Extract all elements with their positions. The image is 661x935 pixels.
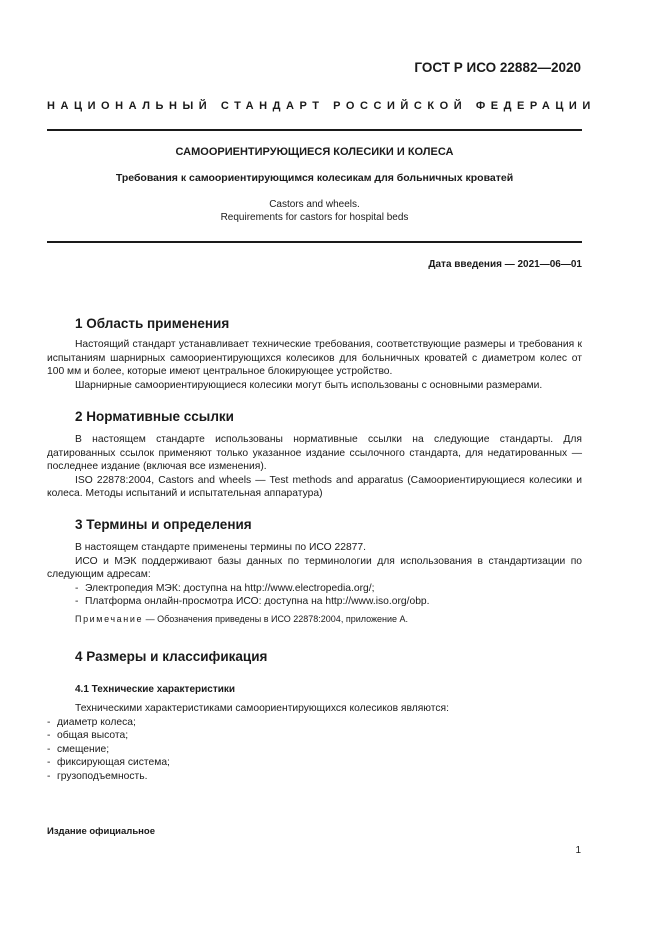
list-item: - диаметр колеса; (47, 716, 136, 728)
title-divider (47, 241, 582, 243)
section-2-body (47, 433, 582, 501)
subsection-4-1-heading: 4.1 Технические характеристики (75, 684, 236, 695)
english-title-line-1: Castors and wheels. (269, 199, 360, 210)
page-number: 1 (575, 845, 581, 856)
section-3-heading: 3 Термины и определения (75, 517, 252, 532)
list-item: - грузоподъемность. (47, 770, 148, 782)
section-3-paragraph-1: В настоящем стандарте применены термины по ИСО 22877. (75, 542, 366, 553)
section-3-note (75, 614, 408, 624)
section-2-heading: 2 Нормативные ссылки (75, 409, 234, 424)
section-3-body (47, 541, 582, 609)
top-divider (47, 129, 582, 131)
section-2-paragraph-2: ISO 22878:2004, Castors and wheels — Test methods and apparatus (Самоориентирующиеся колесики и колеса. Методы испытаний и испытательная аппаратура) (47, 474, 582, 500)
section-4-heading: 4 Размеры и классификация (75, 649, 268, 664)
section-4-body (47, 702, 582, 784)
english-title-line-2: Requirements for castors for hospital beds (220, 212, 409, 223)
section-4-paragraph-1: Техническими характеристиками самоориентирующихся колесиков являются: (75, 703, 449, 714)
section-4-list (19, 716, 582, 784)
note-label: Примечание (75, 614, 144, 624)
section-1-paragraph-1: Настоящий стандарт устанавливает технические требования, соответствующие размеры и требования к испытаниям шарнирных самоориентирующихся колесиков для больничных кроватей с диаметром колес от 100 мм и более, которые имеют центральное блокирующее устройство. (47, 339, 582, 378)
note-text: — Обозначения приведены в ИСО 22878:2004, приложение А. (143, 614, 409, 624)
english-title (47, 198, 582, 224)
section-1-heading: 1 Область применения (75, 316, 230, 331)
introduction-date: Дата введения — 2021—06—01 (428, 259, 582, 270)
document-number: ГОСТ Р ИСО 22882—2020 (414, 60, 581, 75)
section-3-paragraph-2: ИСО и МЭК поддерживают базы данных по терминологии для использования в стандартизации по следующим адресам: (47, 555, 582, 581)
section-1-body (47, 338, 582, 392)
list-item: - фиксирующая система; (47, 757, 170, 769)
section-2-paragraph-1: В настоящем стандарте использованы нормативные ссылки на следующие стандарты. Для датированных ссылок применяют только указанное издание ссылочного стандарта, для недатированных — последнее издание (включая все изменения). (47, 434, 582, 473)
list-item: - Платформа онлайн-просмотра ИСО: доступна на http://www.iso.org/obp. (75, 596, 430, 608)
list-item: - Электропедия МЭК: доступна на http://www.electropedia.org/; (75, 582, 375, 594)
standard-subtitle: Требования к самоориентирующимся колесикам для больничных кроватей (115, 172, 514, 184)
list-item: - общая высота; (47, 730, 129, 742)
national-standard-banner: НАЦИОНАЛЬНЫЙ СТАНДАРТ РОССИЙСКОЙ ФЕДЕРАЦИИ (47, 100, 596, 112)
list-item: - смещение; (47, 743, 110, 755)
official-edition-label: Издание официальное (47, 826, 155, 837)
standard-title: САМООРИЕНТИРУЮЩИЕСЯ КОЛЕСИКИ И КОЛЕСА (175, 146, 454, 158)
section-3-list (47, 582, 582, 609)
section-1-paragraph-2: Шарнирные самоориентирующиеся колесики могут быть использованы с основными размерами. (75, 379, 543, 391)
